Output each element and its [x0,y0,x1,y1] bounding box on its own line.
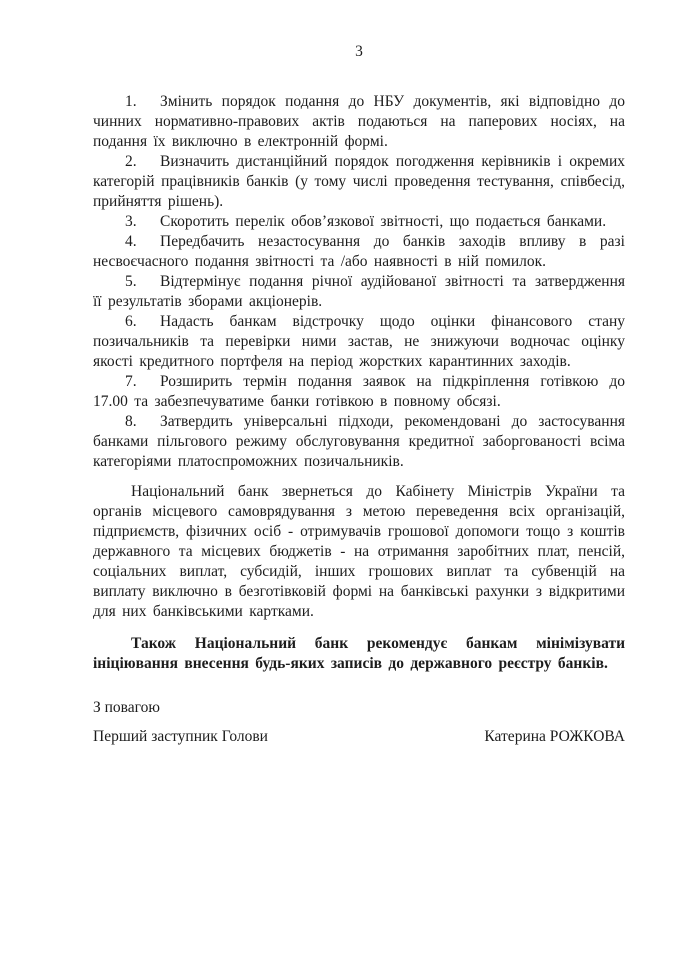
list-item-2-number: 2. [125,153,137,170]
list-item-4 [93,232,625,272]
signature-row [93,727,625,747]
list-item-5-text: Відтермінує подання річної аудійованої звітності та затвердження її результатів зборами акціонерів. [93,273,625,310]
signer-title: Перший заступник Голови [93,728,268,745]
list-item-1 [93,92,625,152]
list-item-3-text: Скоротить перелік обов’язкової звітності, що подається банками. [160,213,607,230]
paragraph-appeal: Національний банк звернеться до Кабінету Міністрів України та органів місцевого самоврядування з метою переведення всіх організацій, підприємств, фізичних осіб - отримувачів грошової допомоги тощо з коштів державного та місцевих бюджетів - на отримання заробітних плат, пенсій, соціальних виплат, субсидій, інших грошових виплат та субвенцій на виплату виключно в безготівковій формі на банківські рахунки з відкритими для них банківськими картками. [93,483,625,620]
list-item-6-text: Надасть банкам відстрочку щодо оцінки фінансового стану позичальників та перевірки ними застав, не знижуючи водночас оцінку якості кредитного портфеля на період жорстких карантинних заходів. [93,313,625,370]
list-item-8-number: 8. [125,413,137,430]
list-item-5-number: 5. [125,273,137,290]
list-item-6 [93,312,625,372]
list-item-8-text: Затвердить універсальні підходи, рекомендовані до застосування банками пільгового режиму обслуговування кредитної заборгованості всіма категоріями платоспроможних позичальників. [93,413,625,470]
list-item-1-text: Змінить порядок подання до НБУ документів, які відповідно до чинних нормативно-правових актів подаються на паперових носіях, на подання їх виключно в електронній формі. [93,93,625,150]
paragraph-recommendation: Також Національний банк рекомендує банкам мінімізувати ініціювання внесення будь-яких записів до державного реєстру банків. [93,635,625,672]
list-item-3 [93,212,625,232]
list-item-1-number: 1. [125,93,137,110]
list-item-5 [93,272,625,312]
page-number: 3 [355,43,363,60]
list-item-2-text: Визначить дистанційний порядок погодження керівників і окремих категорій працівників банків (у тому числі проведення тестування, співбесід, прийняття рішень). [93,153,625,210]
list-item-8 [93,412,625,472]
list-item-4-text: Передбачить незастосування до банків заходів впливу в разі несвоєчасного подання звітності та /або наявності в ній помилок. [93,233,625,270]
list-item-2 [93,152,625,212]
document-body [93,92,625,747]
list-item-6-number: 6. [125,313,137,330]
list-item-7-text: Розширить термін подання заявок на підкріплення готівкою до 17.00 та забезпечуватиме банки готівкою в повному обсязі. [93,373,625,410]
list-item-4-number: 4. [125,233,137,250]
signer-name: Катерина РОЖКОВА [484,728,625,745]
list-item-3-number: 3. [125,213,137,230]
closing-salutation: З повагою [93,699,160,716]
list-item-7-number: 7. [125,373,137,390]
list-item-7 [93,372,625,412]
